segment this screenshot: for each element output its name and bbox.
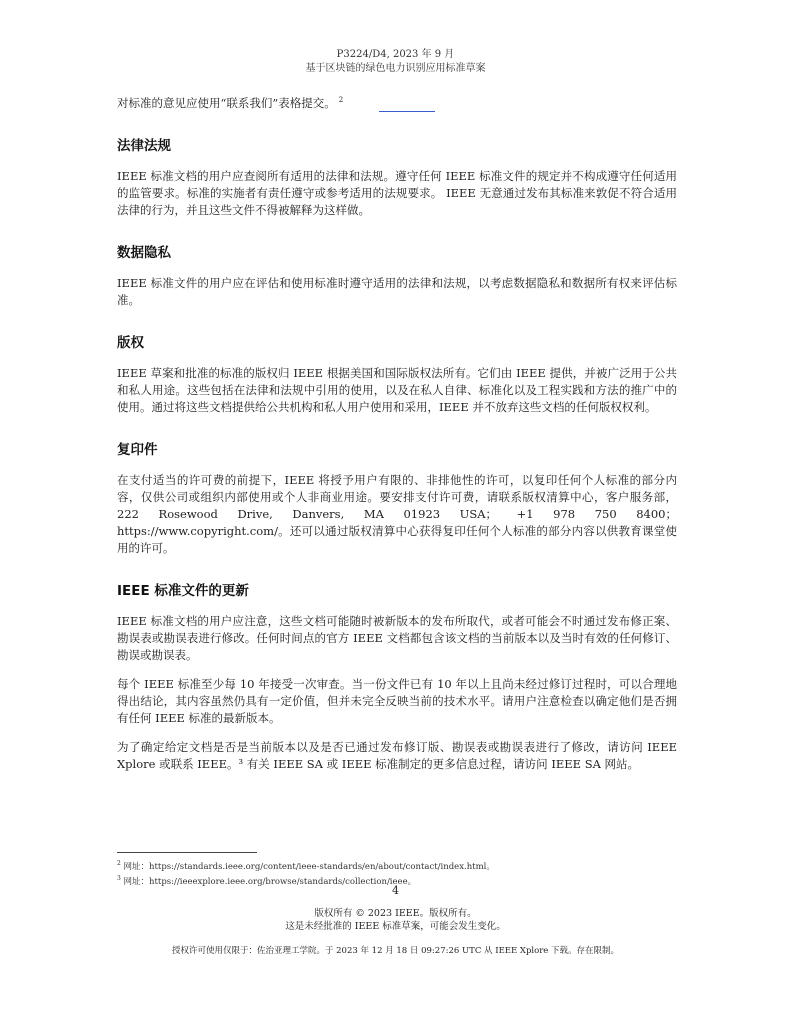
section-title-copyright: 版权	[117, 334, 144, 351]
page-number: 4	[392, 884, 399, 897]
main-content	[117, 92, 677, 773]
header-doc-id: P3224/D4, 2023 年 9 月	[336, 49, 455, 60]
section-title-privacy: 数据隐私	[117, 244, 171, 261]
section-title-updates: IEEE 标准文件的更新	[117, 582, 249, 599]
section-paragraph: 为了确定给定文档是否是当前版本以及是否已通过发布修订版、勘误表或勘误表进行了修改，请访问 IEEE Xplore 或联系 IEEE。³ 有关 IEEE SA 或 IEEE 标准制定的更多信息过程，请访问 IEEE SA 网站。	[117, 739, 677, 771]
section-title-photocopies: 复印件	[117, 441, 158, 458]
footnote-item	[117, 858, 677, 873]
draft-notice-line: 这是未经批准的 IEEE 标准草案，可能会发生变化。	[285, 921, 506, 932]
footnote-text[interactable]: 网址：https://ieeexplore.ieee.org/browse/standards/collection/ieee。	[123, 876, 417, 887]
section-title-laws: 法律法规	[117, 137, 171, 154]
footnote-mark: 2	[117, 860, 121, 867]
intro-text: 对标准的意见应使用“联系我们”表格提交。	[117, 95, 336, 110]
footnote-mark: 3	[117, 874, 121, 882]
footnote-divider	[117, 852, 257, 853]
section-paragraph: IEEE 标准文档的用户应注意，这些文档可能随时被新版本的发布所取代，或者可能会不时通过发布修正案、勘误表或勘误表进行修改。任何时间点的官方 IEEE 文档都包含该文档的当前版本以及当时有效的任何修订、勘误或勘误表。	[117, 613, 677, 662]
footnote-ref[interactable]: 2	[338, 96, 344, 104]
contact-link-underline[interactable]	[379, 99, 435, 112]
section-paragraph: IEEE 标准文档的用户应查阅所有适用的法律和法规。遵守任何 IEEE 标准文件的规定并不构成遵守任何适用的监管要求。标准的实施者有责任遵守或参考适用的法规要求。 IEEE 无意通过发布其标准来敦促不符合适用法律的行为，并且这些文件不得被解释为这样做。	[117, 168, 677, 217]
license-notice: 授权许可使用仅限于：佐治亚理工学院。于 2023 年 12 月 18 日 09:27:26 UTC 从 IEEE Xplore 下载。存在限制。	[171, 946, 620, 956]
section-paragraph: IEEE 草案和批准的标准的版权归 IEEE 根据美国和国际版权法所有。它们由 IEEE 提供，并被广泛用于公共和私人用途。这些包括在法律和法规中引用的使用，以及在私人自律、标准化以及工程实践和方法的推广中的使用。通过将这些文档提供给公共机构和私人用户使用和采用，IEEE 并不放弃这些文档的任何版权权利。	[117, 365, 677, 414]
page-header	[0, 48, 791, 76]
section-paragraph: 每个 IEEE 标准至少每 10 年接受一次审查。当一份文件已有 10 年以上且尚未经过修订过程时，可以合理地得出结论，其内容虽然仍具有一定价值，但并未完全反映当前的技术水平。请用户注意检查以确定他们是否拥有任何 IEEE 标准的最新版本。	[117, 676, 677, 725]
section-paragraph: IEEE 标准文件的用户应在评估和使用标准时遵守适用的法律和法规，以考虑数据隐私和数据所有权来评估标准。	[117, 275, 677, 307]
header-doc-title: 基于区块链的绿色电力识别应用标准草案	[305, 63, 486, 74]
footnote-text[interactable]: 网址：https://standards.ieee.org/content/ieee-standards/en/about/contact/index.html。	[123, 861, 495, 872]
copyright-line: 版权所有 © 2023 IEEE。版权所有。	[314, 908, 477, 919]
copyright-notice	[0, 907, 791, 933]
intro-paragraph	[117, 92, 677, 112]
section-paragraph: 在支付适当的许可费的前提下，IEEE 将授予用户有限的、非排他性的许可，以复印任何个人标准的部分内容，仅供公司或组织内部使用或个人非商业用途。要安排支付许可费，请联系版权清算中心，客户服务部，222 Rosewood Drive, Danvers, MA 01923 USA； +1 978 750 8400；https://www.copyright.com/。还可以通过版权清算中心获得复印任何个人标准的部分内容以供教育课堂使用的许可。	[117, 472, 677, 555]
